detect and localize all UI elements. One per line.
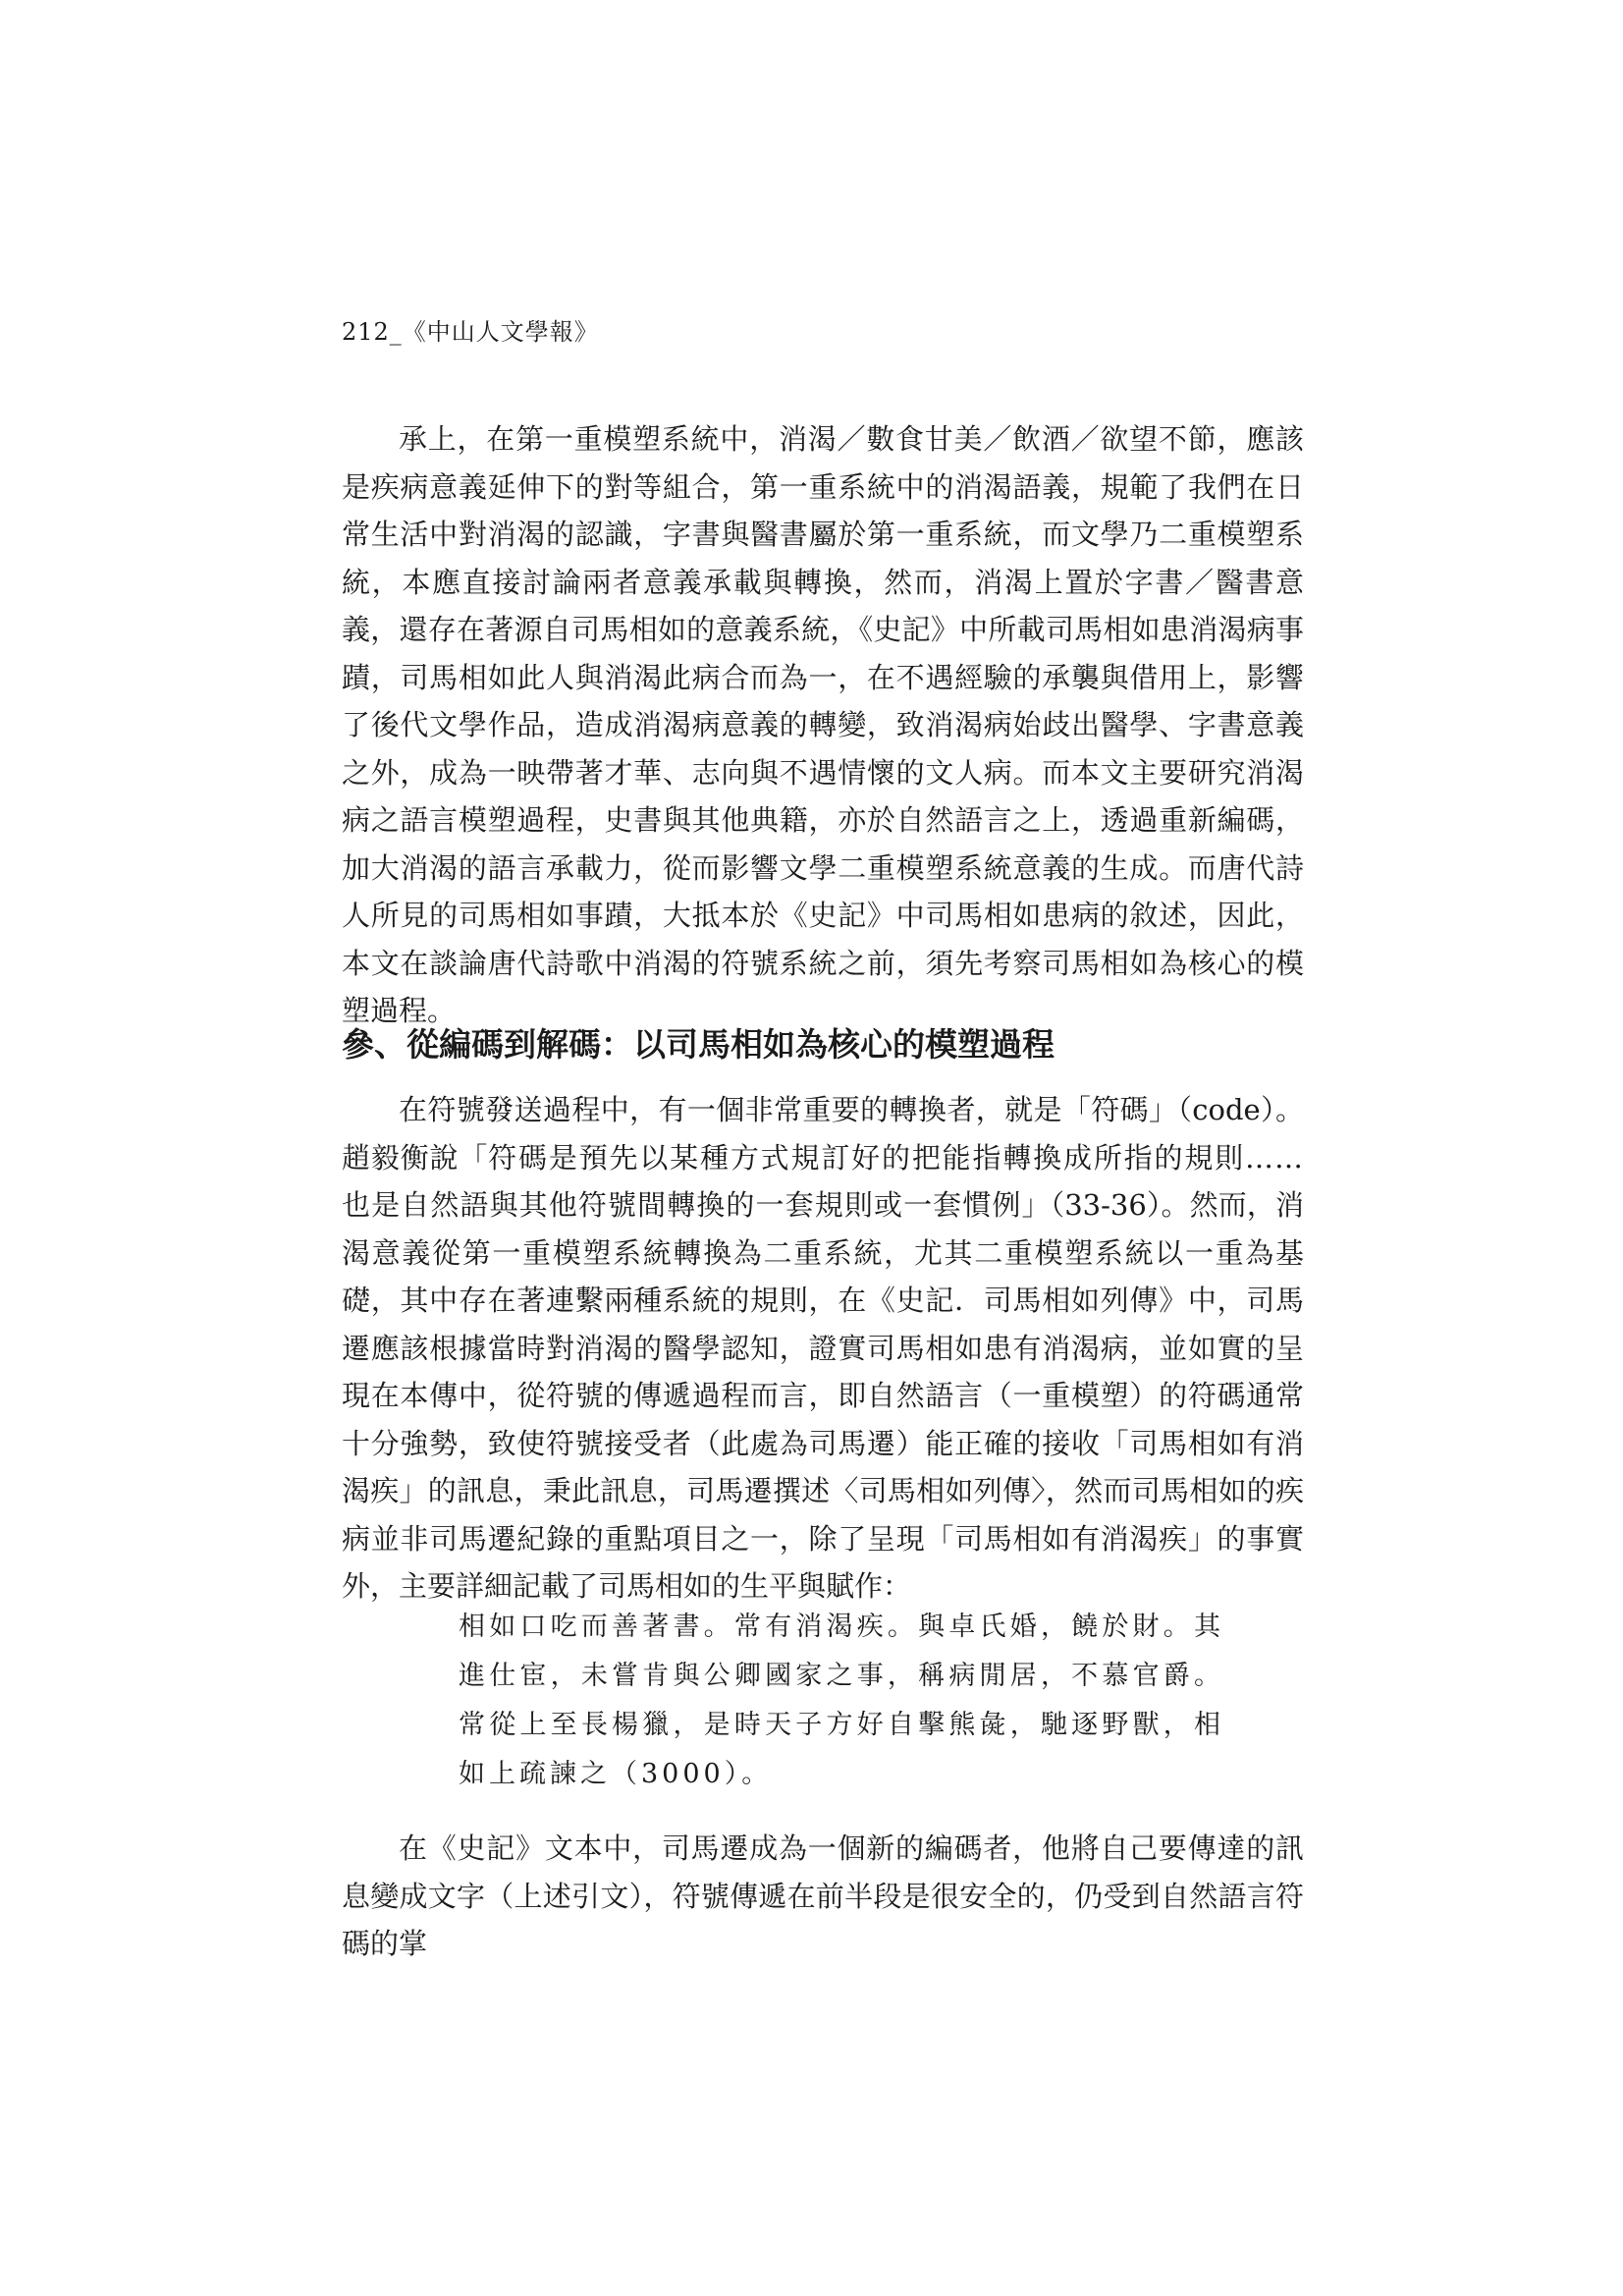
paragraph-2 — [342, 1086, 1304, 1611]
paragraph-2-text-after: 」（33-36）。然而，消渴意義從第一重模塑系統轉換為二重系統，尤其二重模塑系統以一重為基礎，其中存在著連繫兩種系統的規則，在《史記．司馬相如列傳》中，司馬遷應該根據當時對消渴的醫學認知，證實司馬相如患有消渴病，並如實的呈現在本傳中，從符號的傳遞過程而言，即自然語言（一重模塑）的符碼通常十分強勢，致使符號接受者（此處為司馬遷）能正確的接收「司馬相如有消渴疾」的訊息，秉此訊息，司馬遷撰述〈司馬相如列傳〉，然而司馬相如的疾病並非司馬遷紀錄的重點項目之一，除了呈現「司馬相如有消渴疾」的事實外，主要詳細記載了司馬相如的生平與賦作： — [342, 1188, 1304, 1603]
paragraph-2-text-before: 在符號發送過程中，有一個非常重要的轉換者，就是「符碼」（code）。趙毅衡說「 — [342, 1093, 1304, 1175]
paragraph-3: 在《史記》文本中，司馬遷成為一個新的編碼者，他將自己要傳達的訊息變成文字（上述引文），符號傳遞在前半段是很安全的，仍受到自然語言符碼的掌 — [342, 1831, 1304, 1960]
section-heading: 參、從編碼到解碼：以司馬相如為核心的模塑過程 — [342, 1025, 1055, 1064]
paragraph-1: 承上，在第一重模塑系統中，消渴／數食甘美／飲酒／欲望不節，應該是疾病意義延伸下的對等組合，第一重系統中的消渴語義，規範了我們在日常生活中對消渴的認識，字書與醫書屬於第一重系統，而文學乃二重模塑系統，本應直接討論兩者意義承載與轉換，然而，消渴上置於字書／醫書意義，還存在著源自司馬相如的意義系統，《史記》中所載司馬相如患消渴病事蹟，司馬相如此人與消渴此病合而為一，在不遇經驗的承襲與借用上，影響了後代文學作品，造成消渴病意義的轉變，致消渴病始歧出醫學、字書意義之外，成為一映帶著才華、志向與不遇情懷的文人病。而本文主要研究消渴病之語言模塑過程，史書與其他典籍，亦於自然語言之上，透過重新編碼，加大消渴的語言承載力，從而影響文學二重模塑系統意義的生成。而唐代詩人所見的司馬相如事蹟，大抵本於《史記》中司馬相如患病的敘述，因此，本文在談論唐代詩歌中消渴的符號系統之前，須先考察司馬相如為核心的模塑過程。 — [342, 422, 1304, 1027]
block-quote: 相如口吃而善著書。常有消渴疾。與卓氏婚，饒於財。其進仕宦，未嘗肯與公卿國家之事，稱病閒居，不慕官爵。常從上至長楊獵，是時天子方好自擊熊彘，馳逐野獸，相如上疏諫之（3000）。 — [459, 1612, 1224, 1789]
running-head: 212_《中山人文學報》 — [342, 318, 599, 346]
paragraph-2-inline-quote: 符碼是預先以某種方式規訂好的把能指轉換成所指的規則……也是自然語與其他符號間轉換的一套規則或一套慣例 — [342, 1140, 1304, 1222]
